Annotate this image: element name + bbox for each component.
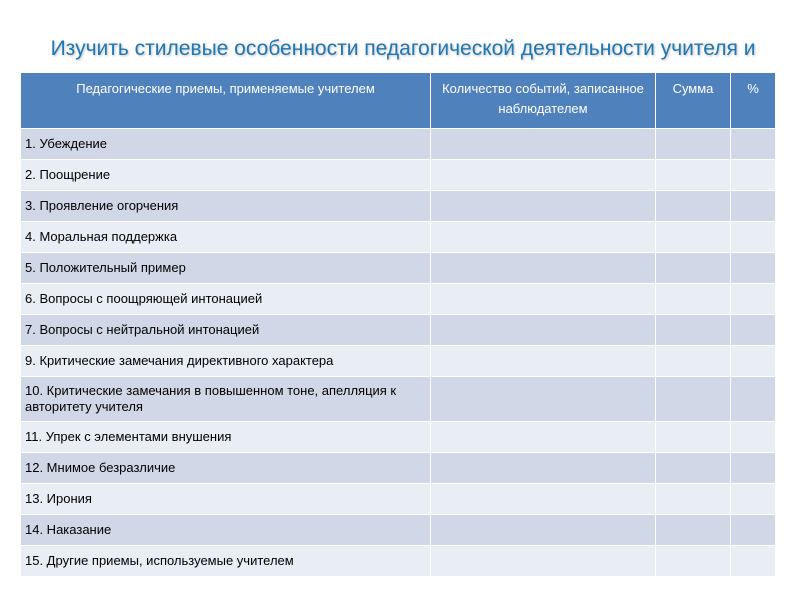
- cell-technique: 4. Моральная поддержка: [21, 222, 431, 253]
- cell-event-count[interactable]: [431, 160, 656, 191]
- observation-table: [20, 72, 776, 577]
- table-row: [21, 160, 776, 191]
- cell-sum[interactable]: [656, 160, 731, 191]
- table-row: [21, 315, 776, 346]
- cell-sum[interactable]: [656, 515, 731, 546]
- cell-event-count[interactable]: [431, 453, 656, 484]
- cell-sum[interactable]: [656, 222, 731, 253]
- cell-event-count[interactable]: [431, 253, 656, 284]
- table-row: [21, 422, 776, 453]
- cell-percent[interactable]: [731, 222, 776, 253]
- cell-technique: 2. Поощрение: [21, 160, 431, 191]
- cell-sum[interactable]: [656, 253, 731, 284]
- cell-percent[interactable]: [731, 346, 776, 377]
- cell-technique: 7. Вопросы с нейтральной интонацией: [21, 315, 431, 346]
- cell-percent[interactable]: [731, 284, 776, 315]
- cell-percent[interactable]: [731, 377, 776, 422]
- cell-event-count[interactable]: [431, 546, 656, 577]
- cell-percent[interactable]: [731, 315, 776, 346]
- cell-event-count[interactable]: [431, 422, 656, 453]
- table-row: [21, 484, 776, 515]
- cell-event-count[interactable]: [431, 284, 656, 315]
- cell-percent[interactable]: [731, 160, 776, 191]
- cell-technique: 13. Ирония: [21, 484, 431, 515]
- table-row: [21, 377, 776, 422]
- cell-sum[interactable]: [656, 315, 731, 346]
- cell-technique: 10. Критические замечания в повышенном тоне, апелляция к авторитету учителя: [21, 377, 431, 422]
- cell-percent[interactable]: [731, 129, 776, 160]
- header-sum: Сумма: [656, 73, 731, 129]
- cell-percent[interactable]: [731, 453, 776, 484]
- cell-event-count[interactable]: [431, 222, 656, 253]
- slide-title: [20, 33, 786, 65]
- table-row: [21, 346, 776, 377]
- slide-title-line1: Изучить стилевые особенности педагогической деятельности учителя и: [50, 37, 756, 60]
- cell-technique: 14. Наказание: [21, 515, 431, 546]
- header-event-count: Количество событий, записанное наблюдателем: [431, 73, 656, 129]
- header-percent: %: [731, 73, 776, 129]
- cell-event-count[interactable]: [431, 346, 656, 377]
- cell-sum[interactable]: [656, 484, 731, 515]
- table-row: [21, 191, 776, 222]
- table-row: [21, 222, 776, 253]
- table-row: [21, 253, 776, 284]
- cell-technique: 5. Положительный пример: [21, 253, 431, 284]
- cell-sum[interactable]: [656, 284, 731, 315]
- cell-sum[interactable]: [656, 191, 731, 222]
- cell-percent[interactable]: [731, 484, 776, 515]
- cell-technique: 6. Вопросы с поощряющей интонацией: [21, 284, 431, 315]
- cell-event-count[interactable]: [431, 377, 656, 422]
- header-techniques: Педагогические приемы, применяемые учителем: [21, 73, 431, 129]
- cell-event-count[interactable]: [431, 315, 656, 346]
- cell-percent[interactable]: [731, 546, 776, 577]
- cell-technique: 11. Упрек с элементами внушения: [21, 422, 431, 453]
- cell-event-count[interactable]: [431, 129, 656, 160]
- cell-event-count[interactable]: [431, 191, 656, 222]
- cell-technique: 1. Убеждение: [21, 129, 431, 160]
- cell-sum[interactable]: [656, 129, 731, 160]
- cell-percent[interactable]: [731, 422, 776, 453]
- cell-event-count[interactable]: [431, 484, 656, 515]
- cell-technique: 12. Мнимое безразличие: [21, 453, 431, 484]
- cell-sum[interactable]: [656, 453, 731, 484]
- table-row: [21, 453, 776, 484]
- table-row: [21, 129, 776, 160]
- cell-percent[interactable]: [731, 515, 776, 546]
- cell-percent[interactable]: [731, 253, 776, 284]
- table-header-row: [21, 73, 776, 129]
- cell-event-count[interactable]: [431, 515, 656, 546]
- table-row: [21, 515, 776, 546]
- table-row: [21, 284, 776, 315]
- cell-technique: 9. Критические замечания директивного характера: [21, 346, 431, 377]
- cell-sum[interactable]: [656, 377, 731, 422]
- cell-sum[interactable]: [656, 346, 731, 377]
- table-row: [21, 546, 776, 577]
- cell-technique: 15. Другие приемы, используемые учителем: [21, 546, 431, 577]
- cell-sum[interactable]: [656, 546, 731, 577]
- cell-percent[interactable]: [731, 191, 776, 222]
- cell-sum[interactable]: [656, 422, 731, 453]
- cell-technique: 3. Проявление огорчения: [21, 191, 431, 222]
